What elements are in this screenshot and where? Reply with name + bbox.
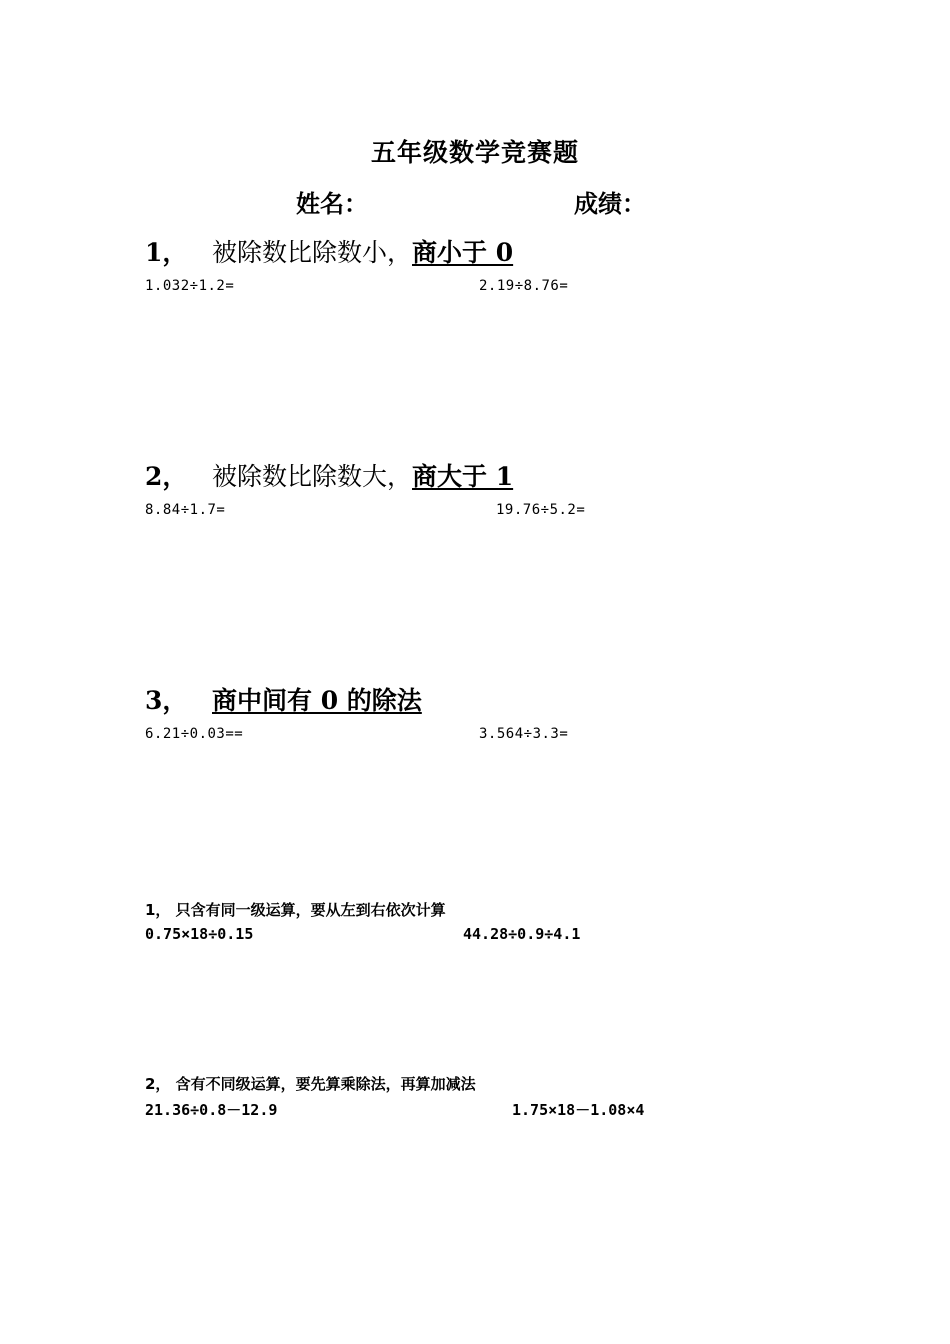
section-heading-1 bbox=[145, 233, 513, 269]
section-heading-3 bbox=[145, 681, 422, 717]
rule-problem-2-1: 21.36÷0.8－12.9 bbox=[145, 1101, 278, 1119]
section-underlined-text: 商中间有 0 的除法 bbox=[212, 686, 422, 715]
problem-1-2: 2.19÷8.76= bbox=[479, 278, 569, 294]
page-title: 五年级数学竞赛题 bbox=[370, 138, 579, 167]
section-number: 2， bbox=[145, 462, 188, 491]
rule-heading-1: 1， 只含有同一级运算，要从左到右依次计算 bbox=[145, 901, 446, 919]
problem-1-1: 1.032÷1.2= bbox=[145, 278, 235, 294]
rule-problem-1-1: 0.75×18÷0.15 bbox=[145, 925, 254, 943]
section-number: 3， bbox=[145, 686, 188, 715]
score-label: 成绩： bbox=[574, 189, 646, 218]
section-underlined-text: 商大于 1 bbox=[412, 462, 514, 491]
section-heading-2 bbox=[145, 457, 513, 493]
section-number: 1， bbox=[145, 238, 188, 267]
problem-3-1: 6.21÷0.03== bbox=[145, 726, 244, 742]
rule-problem-2-2: 1.75×18－1.08×4 bbox=[512, 1101, 645, 1119]
rule-heading-2: 2， 含有不同级运算，要先算乘除法，再算加减法 bbox=[145, 1075, 476, 1093]
rule-problem-1-2: 44.28÷0.9÷4.1 bbox=[463, 925, 581, 943]
section-text: 被除数比除数小， bbox=[212, 238, 413, 267]
problem-2-1: 8.84÷1.7= bbox=[145, 502, 226, 518]
name-label: 姓名： bbox=[296, 189, 368, 218]
section-text: 被除数比除数大， bbox=[212, 462, 413, 491]
problem-2-2: 19.76÷5.2= bbox=[496, 502, 586, 518]
problem-3-2: 3.564÷3.3= bbox=[479, 726, 569, 742]
section-underlined-text: 商小于 0 bbox=[412, 238, 514, 267]
